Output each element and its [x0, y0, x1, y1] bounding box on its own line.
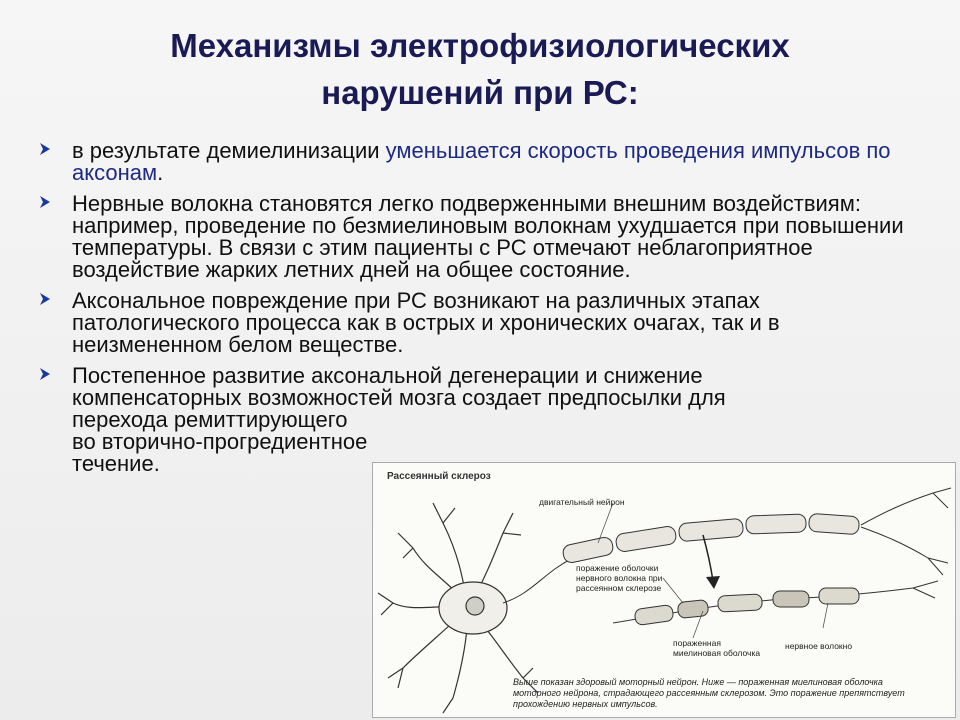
- bullet-line: течение.: [72, 451, 160, 476]
- bullet-text: Аксональное повреждение при РС возникают на различных этапах патологического процесса как в острых и хронических очагах, так и в неизмененном белом веществе.: [72, 288, 780, 357]
- down-arrow-icon: [703, 535, 720, 589]
- bullet-item: [34, 365, 914, 475]
- label-myelin: [673, 638, 760, 658]
- bullet-list: [34, 140, 914, 484]
- title-line-2: нарушений при РС:: [321, 74, 639, 111]
- arrow-bullet-icon: [38, 292, 52, 306]
- label-damage: [576, 563, 662, 593]
- arrow-bullet-icon: [38, 195, 52, 209]
- label-myelin-line: пораженная: [673, 638, 721, 648]
- bullet-highlight: уменьшается скорость проведения импульсов по аксонам: [72, 138, 891, 185]
- slide-title: [80, 22, 880, 116]
- bullet-text: Нервные волокна становятся легко подверженными внешним воздействиям: например, проведение по безмиелиновым волокнам ухудшается при повышении температуры. В связи с этим пациенты с РС отмечают неблагоприятное воздействие жарких летних дней на общее состояние.: [72, 191, 904, 282]
- label-motor-neuron: двигательный нейрон: [539, 497, 625, 507]
- label-nerve-fiber: нервное волокно: [785, 641, 853, 651]
- bullet-text: в результате демиелинизации: [72, 138, 386, 163]
- bullet-item: [34, 140, 914, 184]
- label-damage-line: нервного волокна при: [576, 573, 663, 583]
- figure-heading: Рассеянный склероз: [387, 471, 491, 482]
- neuron-figure: [372, 462, 956, 718]
- arrow-bullet-icon: [38, 142, 52, 156]
- title-line-1: Механизмы электрофизиологических: [170, 27, 790, 64]
- bullet-item: [34, 290, 914, 356]
- bullet-line: Постепенное развитие аксональной дегенерации и снижение: [72, 363, 703, 388]
- label-damage-line: рассеянном склерозе: [576, 583, 662, 593]
- bullet-line: компенсаторных возможностей мозга создает предпосылки для: [72, 385, 726, 410]
- arrow-bullet-icon: [38, 367, 52, 381]
- bullet-suffix: .: [157, 160, 164, 185]
- figure-caption: Выше показан здоровый моторный нейрон. Ниже — пораженная миелиновая оболочка моторного нейрона, страдающего рассеянным склерозом. Это поражение препятствует прохождению нервных импульсов.: [513, 677, 905, 709]
- bullet-line: во вторично-прогредиентное: [72, 429, 368, 454]
- bullet-line: перехода ремиттирующего: [72, 407, 348, 432]
- label-myelin-line: миелиновая оболочка: [673, 648, 761, 658]
- bullet-item: [34, 193, 914, 281]
- label-damage-line: поражение оболочки: [576, 563, 659, 573]
